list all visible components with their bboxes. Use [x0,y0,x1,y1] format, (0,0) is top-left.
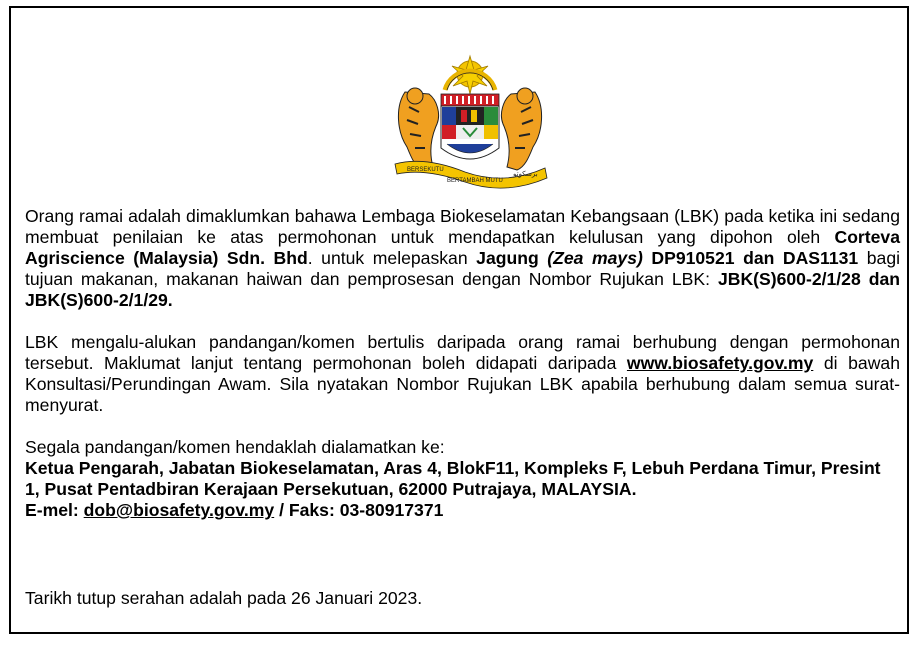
notice-frame [9,6,909,634]
biosafety-website-link[interactable]: www.biosafety.gov.my [626,353,814,373]
malaysia-coat-of-arms-icon [385,52,555,192]
email-link[interactable]: dob@biosafety.gov.my [83,500,275,520]
closing-date: Tarikh tutup serahan adalah pada 26 Januari 2023. [25,588,423,608]
shield [441,94,499,159]
reference-numbers: JBK(S)600-2/1/28 dan JBK(S)600-2/1/29. [25,269,900,310]
applicant-company: Corteva Agriscience (Malaysia) Sdn. Bhd [25,227,900,268]
comments-text: LBK mengalu-alukan pandangan/komen bertulis daripada orang ramai berhubung dengan permohonan tersebut. Maklumat lanjut tentang permohonan boleh didapati daripada [25,332,900,373]
mailing-address: Ketua Pengarah, Jabatan Biokeselamatan, Aras 4, BlokF11, Kompleks F, Lebuh Perdana Timur, Presint 1, Pusat Pentadbiran Kerajaan Persekutuan, 62000 Putrajaya, MALAYSIA. [25,458,881,499]
assessment-text: Orang ramai adalah dimaklumkan bahawa Lembaga Biokeselamatan Kebangsaan (LBK) pada ketika ini sedang membuat penilaian ke atas permohonan untuk mendapatkan kelulusan yang dipohon oleh [25,206,900,247]
motto-ribbon [395,161,547,188]
left-tiger [398,88,438,170]
comments-text-2: di bawah Konsultasi/Perundingan Awam. Sila nyatakan Nombor Rujukan LBK apabila berhubung dalam semua surat-menyurat. [25,353,900,415]
motto-jawi: ﺑﺮﺳﻜﻮﺗﻮ [513,170,538,178]
paragraph-comments [25,332,900,416]
assessment-text-2: . untuk melepaskan [307,248,477,268]
paragraph-address [25,437,900,521]
assessment-text-3: bagi tujuan makanan, makanan haiwan dan pemprosesan dengan Nombor Rujukan LBK: [25,248,901,289]
product-name: Jagung [476,248,539,268]
address-intro: Segala pandangan/komen hendaklah dialamatkan ke: [25,437,445,457]
scientific-name: (Zea mays) [547,248,643,268]
email-label: E-mel: [25,500,84,520]
motto-text-2: BERTAMBAH MUTU [447,178,503,184]
fax-number: / Faks: 03-80917371 [274,500,444,520]
paragraph-assessment [25,206,900,311]
motto-text: BERSEKUTU [407,167,444,173]
right-tiger [501,88,541,170]
star-crest [445,56,495,94]
notice-body [25,206,901,608]
product-events: DP910521 dan DAS1131 [651,248,859,268]
